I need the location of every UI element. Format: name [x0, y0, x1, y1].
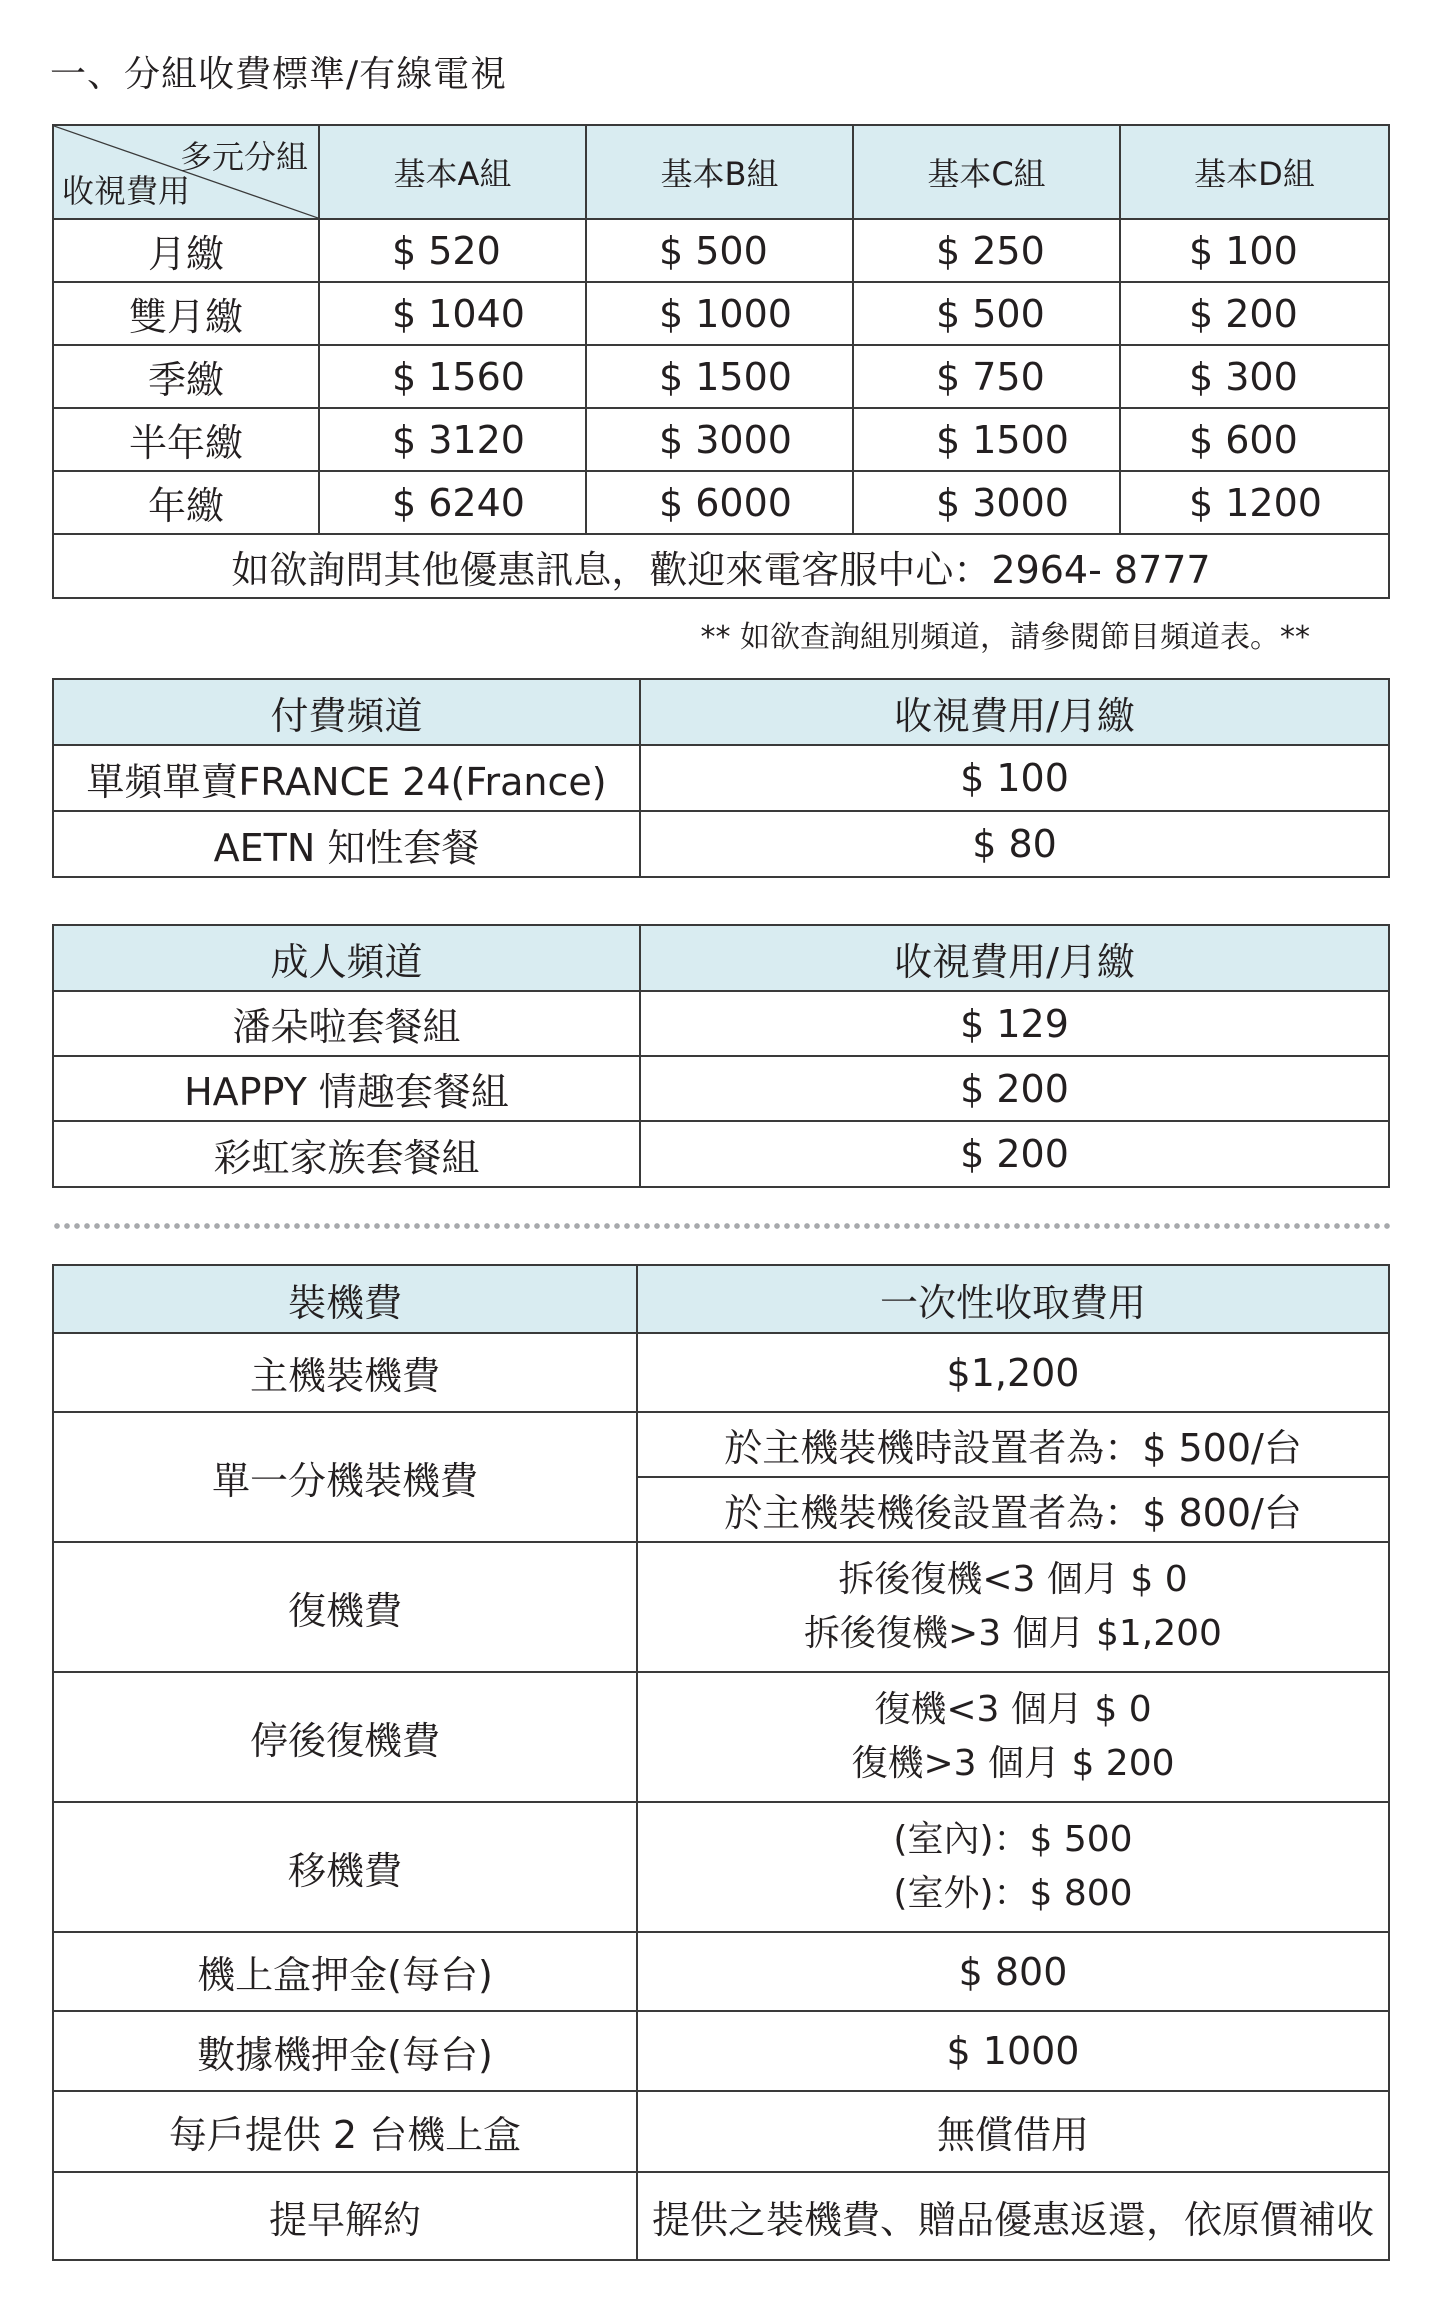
price-cell: $ 100 — [1120, 219, 1389, 282]
table-row — [53, 471, 1389, 534]
adult-channel-table — [52, 924, 1390, 1188]
fee-value: $ 800 — [637, 1932, 1389, 2011]
column-header: 收視費用/月繳 — [640, 679, 1389, 745]
table-row — [53, 1412, 1389, 1477]
dotted-divider — [52, 1222, 1392, 1230]
channel-price: $ 200 — [640, 1056, 1389, 1121]
column-header: 付費頻道 — [53, 679, 640, 745]
fee-value-line: (室外)：$ 800 — [893, 1873, 1133, 1914]
fee-value-line: 復機<3 個月 $ 0 — [874, 1689, 1152, 1730]
row-label: 月繳 — [53, 219, 319, 282]
row-label: 年繳 — [53, 471, 319, 534]
table-row — [53, 2011, 1389, 2091]
table-row — [53, 1333, 1389, 1412]
table-row — [53, 1802, 1389, 1932]
channel-price: $ 80 — [640, 811, 1389, 877]
install-fee-header-row — [53, 1265, 1389, 1333]
fee-value: $1,200 — [637, 1333, 1389, 1412]
channel-note: ** 如欲查詢組別頻道，請參閱節目頻道表。** — [700, 620, 1310, 655]
package-price-table — [52, 124, 1390, 599]
price-cell: $ 1500 — [586, 345, 853, 408]
column-header: 成人頻道 — [53, 925, 640, 991]
fee-value-line: 拆後復機<3 個月 $ 0 — [838, 1559, 1188, 1600]
table-row — [53, 1542, 1389, 1672]
fee-label: 單一分機裝機費 — [53, 1412, 637, 1542]
price-cell: $ 300 — [1120, 345, 1389, 408]
price-cell: $ 1560 — [319, 345, 586, 408]
price-cell: $ 500 — [586, 219, 853, 282]
table-row — [53, 1056, 1389, 1121]
page-title: 一、分組收費標準/有線電視 — [50, 54, 508, 95]
fee-label: 數據機押金(每台) — [53, 2011, 637, 2091]
table-row — [53, 2091, 1389, 2172]
channel-name: HAPPY 情趣套餐組 — [53, 1056, 640, 1121]
fee-label: 復機費 — [53, 1542, 637, 1672]
column-header: 基本D組 — [1120, 125, 1389, 219]
table-row — [53, 408, 1389, 471]
fee-value: $ 1000 — [637, 2011, 1389, 2091]
package-header-row — [53, 125, 1389, 219]
table-row — [53, 219, 1389, 282]
table-row — [53, 282, 1389, 345]
fee-label: 提早解約 — [53, 2172, 637, 2260]
channel-name: AETN 知性套餐 — [53, 811, 640, 877]
price-cell: $ 1000 — [586, 282, 853, 345]
fee-value-line: 拆後復機>3 個月 $1,200 — [804, 1613, 1222, 1654]
column-header: 裝機費 — [53, 1265, 637, 1333]
price-cell: $ 3000 — [853, 471, 1120, 534]
price-cell: $ 3000 — [586, 408, 853, 471]
contact-info: 如欲詢問其他優惠訊息，歡迎來電客服中心：2964- 8777 — [53, 534, 1389, 598]
fee-value — [637, 1542, 1389, 1672]
channel-price: $ 100 — [640, 745, 1389, 811]
table-row — [53, 2172, 1389, 2260]
fee-value-line: (室內)：$ 500 — [893, 1819, 1133, 1860]
price-cell: $ 250 — [853, 219, 1120, 282]
price-cell: $ 6000 — [586, 471, 853, 534]
fee-label: 每戶提供 2 台機上盒 — [53, 2091, 637, 2172]
column-header: 基本A組 — [319, 125, 586, 219]
table-footer-row — [53, 534, 1389, 598]
fee-label: 停後復機費 — [53, 1672, 637, 1802]
price-cell: $ 1500 — [853, 408, 1120, 471]
column-header: 收視費用/月繳 — [640, 925, 1389, 991]
fee-value: 提供之裝機費、贈品優惠返還，依原價補收 — [637, 2172, 1389, 2260]
channel-price: $ 129 — [640, 991, 1389, 1056]
pay-channel-table — [52, 678, 1390, 878]
fee-label: 移機費 — [53, 1802, 637, 1932]
price-cell: $ 750 — [853, 345, 1120, 408]
fee-label: 主機裝機費 — [53, 1333, 637, 1412]
channel-name: 單頻單賣FRANCE 24(France) — [53, 745, 640, 811]
table-row — [53, 991, 1389, 1056]
channel-name: 彩虹家族套餐組 — [53, 1121, 640, 1187]
column-header: 一次性收取費用 — [637, 1265, 1389, 1333]
table-row — [53, 345, 1389, 408]
corner-header-cell — [53, 125, 319, 219]
row-label: 季繳 — [53, 345, 319, 408]
fee-value — [637, 1672, 1389, 1802]
column-header: 基本C組 — [853, 125, 1120, 219]
fee-value: 於主機裝機時設置者為：$ 500/台 — [637, 1412, 1389, 1477]
price-cell: $ 1040 — [319, 282, 586, 345]
fee-value: 於主機裝機後設置者為：$ 800/台 — [637, 1477, 1389, 1542]
adult-channel-header-row — [53, 925, 1389, 991]
price-cell: $ 1200 — [1120, 471, 1389, 534]
column-header: 基本B組 — [586, 125, 853, 219]
corner-bottom-label: 收視費用 — [62, 172, 191, 210]
install-fee-table — [52, 1264, 1390, 2261]
corner-top-label: 多元分組 — [179, 138, 308, 176]
row-label: 雙月繳 — [53, 282, 319, 345]
fee-value — [637, 1802, 1389, 1932]
row-label: 半年繳 — [53, 408, 319, 471]
table-row — [53, 1932, 1389, 2011]
channel-price: $ 200 — [640, 1121, 1389, 1187]
price-cell: $ 520 — [319, 219, 586, 282]
fee-label: 機上盒押金(每台) — [53, 1932, 637, 2011]
price-cell: $ 600 — [1120, 408, 1389, 471]
price-cell: $ 3120 — [319, 408, 586, 471]
price-cell: $ 500 — [853, 282, 1120, 345]
table-row — [53, 745, 1389, 811]
price-cell: $ 6240 — [319, 471, 586, 534]
fee-value-line: 復機>3 個月 $ 200 — [851, 1743, 1175, 1784]
price-cell: $ 200 — [1120, 282, 1389, 345]
pay-channel-header-row — [53, 679, 1389, 745]
fee-value: 無償借用 — [637, 2091, 1389, 2172]
table-row — [53, 1121, 1389, 1187]
table-row — [53, 811, 1389, 877]
table-row — [53, 1672, 1389, 1802]
channel-name: 潘朵啦套餐組 — [53, 991, 640, 1056]
